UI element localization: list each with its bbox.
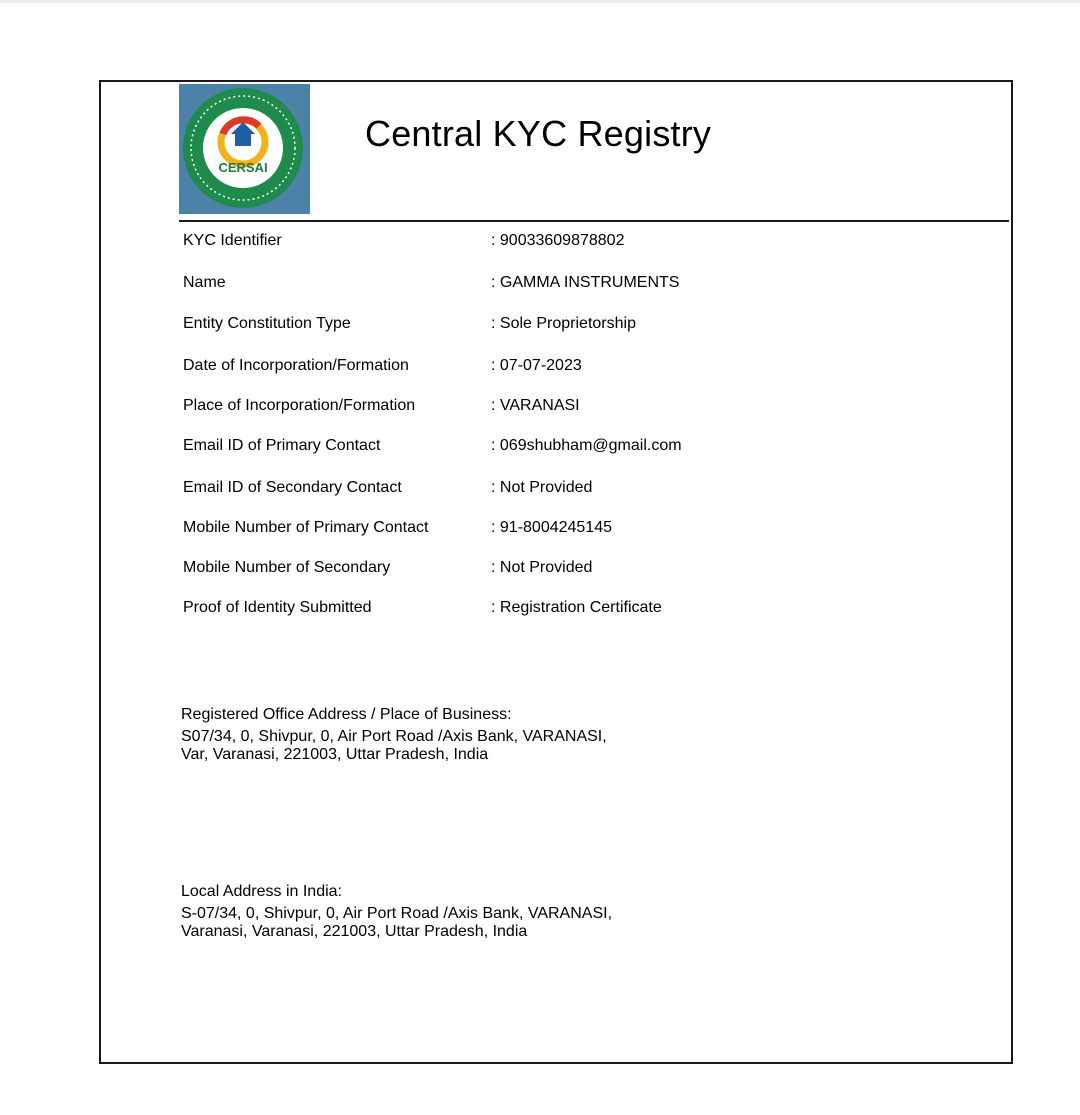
field-label: Email ID of Primary Contact xyxy=(183,437,381,454)
local-address-title: Local Address in India: xyxy=(181,883,342,900)
field-label: Proof of Identity Submitted xyxy=(183,599,372,616)
field-label: Name xyxy=(183,274,226,291)
field-label: Place of Incorporation/Formation xyxy=(183,397,416,414)
field-value: : GAMMA INSTRUMENTS xyxy=(491,274,680,291)
field-value: : Sole Proprietorship xyxy=(491,315,636,332)
field-value: : Not Provided xyxy=(491,559,593,576)
field-value: : Not Provided xyxy=(491,479,593,496)
field-label: Date of Incorporation/Formation xyxy=(183,357,409,374)
cersai-emblem-icon xyxy=(179,84,310,214)
field-value: : 07-07-2023 xyxy=(491,357,582,374)
registered-address-line: Var, Varanasi, 221003, Uttar Pradesh, India xyxy=(181,746,489,763)
local-address-block xyxy=(181,883,612,941)
field-label: Entity Constitution Type xyxy=(183,315,351,332)
registered-address-block xyxy=(181,706,607,764)
field-label: Mobile Number of Primary Contact xyxy=(183,519,429,536)
cersai-logo xyxy=(179,84,310,214)
field-value: : Registration Certificate xyxy=(491,599,662,616)
header-divider xyxy=(179,220,1009,222)
field-value: : 069shubham@gmail.com xyxy=(491,437,682,454)
logo-text: CERSAI xyxy=(218,160,268,175)
local-address-line: Varanasi, Varanasi, 221003, Uttar Pradesh, India xyxy=(181,923,528,940)
top-bar xyxy=(0,0,1080,3)
field-value: : 91-8004245145 xyxy=(491,519,612,536)
field-value: : 90033609878802 xyxy=(491,232,625,249)
page-title: Central KYC Registry xyxy=(365,113,712,154)
field-label: Mobile Number of Secondary xyxy=(183,559,391,576)
field-value: : VARANASI xyxy=(491,397,580,414)
registered-address-line: S07/34, 0, Shivpur, 0, Air Port Road /Axis Bank, VARANASI, xyxy=(181,728,607,745)
registered-address-title: Registered Office Address / Place of Business: xyxy=(181,706,512,723)
field-label: Email ID of Secondary Contact xyxy=(183,479,402,496)
local-address-line: S-07/34, 0, Shivpur, 0, Air Port Road /Axis Bank, VARANASI, xyxy=(181,905,613,922)
field-label: KYC Identifier xyxy=(183,232,282,249)
